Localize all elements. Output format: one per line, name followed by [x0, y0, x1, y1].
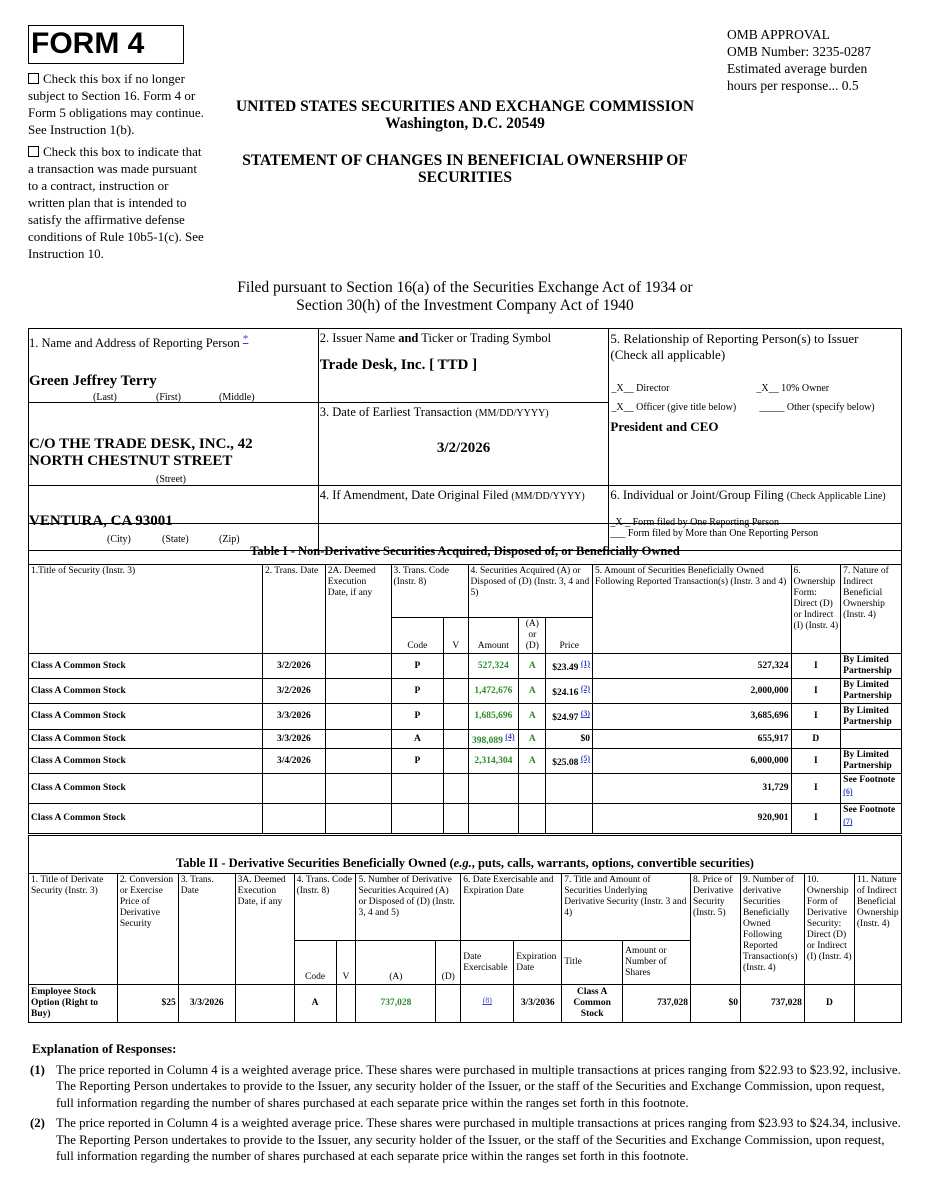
- price-text: $0: [580, 733, 591, 744]
- ownership-form-text: D: [812, 733, 820, 744]
- header-title: 1.Title of Security (Instr. 3): [29, 565, 263, 654]
- trans-date: [262, 654, 325, 679]
- reporting-person-name: Green Jeffrey Terry: [29, 373, 157, 390]
- officer-option[interactable]: _X__ Officer (give title below): [611, 402, 737, 413]
- trans-code: [391, 774, 444, 804]
- ownership-form-text: I: [814, 755, 818, 766]
- earliest-date-value: 3/2/2026: [436, 440, 491, 457]
- nature-text: By Limited Partnership: [843, 750, 892, 772]
- relationship-cell: [609, 329, 902, 486]
- trans-date-text: 3/3/2026: [276, 733, 311, 744]
- amount: [468, 654, 519, 679]
- v-cell: [444, 749, 468, 774]
- amount-text: 2,314,304: [474, 755, 513, 766]
- trans-date: [262, 804, 325, 834]
- amount-owned: [593, 679, 792, 704]
- header-expiration: Expiration Date: [514, 941, 562, 985]
- header-securities-acquired: 4. Securities Acquired (A) or Disposed of (D) (Instr. 3, 4 and 5): [468, 565, 593, 618]
- a-or-d-text: A: [528, 685, 536, 696]
- sub-label: (Zip): [219, 534, 240, 546]
- omb-title: OMB APPROVAL: [727, 27, 830, 42]
- nature-text: By Limited Partnership: [843, 705, 892, 727]
- trans-date: [262, 749, 325, 774]
- price: [546, 730, 593, 749]
- security-title: [29, 804, 263, 834]
- nature: [841, 774, 902, 804]
- agency-heading: [210, 98, 720, 132]
- header-ownership-form: 10. Ownership Form of Derivative Security: Direct (D) or Indirect (I) (Instr. 4): [804, 874, 854, 985]
- trans-code-text: P: [414, 755, 421, 766]
- street-line: C/O THE TRADE DESK, INC., 42: [29, 436, 253, 453]
- table-row: [29, 654, 902, 679]
- deemed-date: [325, 730, 391, 749]
- security-title: [29, 774, 263, 804]
- deemed-date: [325, 804, 391, 834]
- agency-name: UNITED STATES SECURITIES AND EXCHANGE COMMISSION: [235, 98, 695, 115]
- table-row: [29, 704, 902, 730]
- a-or-d-text: A: [528, 660, 536, 671]
- ownership-form: [791, 730, 841, 749]
- footnote-number: (1): [30, 1062, 45, 1077]
- trans-code: [391, 654, 444, 679]
- amount-owned-text: 527,324: [757, 660, 789, 671]
- amount-text: 398,089: [472, 736, 503, 747]
- footnote-text: The price reported in Column 4 is a weighted average price. These shares were purchased in multiple transactions at prices ranging from $22.93 to $23.92, inclusive. The Reporting Person undertakes to provide to the Issuer, any security holder of the Issuer, or the staff of the Securities and Exchange Commission, upon request, full information regarding the number of shares purchased at each separate price within the ranges set forth in this footnote.: [56, 1062, 901, 1110]
- trans-date: [262, 730, 325, 749]
- expiration-date: 3/3/2036: [514, 985, 562, 1023]
- nature-cell: [854, 985, 901, 1023]
- checkbox[interactable]: [28, 146, 39, 157]
- table2-caption-box: [28, 835, 902, 873]
- ownership-form-text: I: [814, 660, 818, 671]
- footnote-item: [28, 1062, 902, 1112]
- header-exercisable: Date Exercisable: [461, 941, 514, 985]
- table-row: [29, 749, 902, 774]
- amount-owned-text: 2,000,000: [750, 685, 789, 696]
- security-title: [29, 749, 263, 774]
- checkbox[interactable]: [28, 73, 39, 84]
- amount-owned-text: 655,917: [757, 733, 789, 744]
- amount-owned-text: 6,000,000: [750, 755, 789, 766]
- filing-one-option[interactable]: _X _ Form filed by One Reporting Person: [610, 517, 779, 529]
- trans-code: A: [294, 985, 336, 1023]
- header-code: Code: [294, 941, 336, 985]
- sub-label: (Last): [93, 392, 117, 404]
- table-row: [29, 774, 902, 804]
- sub-label: (Street): [156, 474, 186, 486]
- amount: [468, 749, 519, 774]
- field-label: 4. If Amendment, Date Original Filed (MM/DD/YYYY): [319, 488, 585, 503]
- price-text: $24.16: [552, 688, 579, 699]
- footnote-number: (2): [30, 1116, 45, 1130]
- field-label: 2. Issuer Name and Ticker or Trading Symbol: [319, 331, 552, 345]
- footnote-link[interactable]: (4): [505, 732, 515, 741]
- other-option[interactable]: _____ Other (specify below): [759, 402, 875, 413]
- header-price: Price: [546, 618, 593, 654]
- omb-number: OMB Number: 3235-0287: [727, 44, 871, 59]
- price-text: $24.97: [552, 713, 579, 724]
- sub-label: (City): [107, 534, 131, 546]
- header-number-derivative: 5. Number of Derivative Securities Acquired (A) or Disposed of (D) (Instr. 3, 4 and 5): [356, 874, 461, 941]
- amount: [468, 774, 519, 804]
- ownership-form: [791, 774, 841, 804]
- footnote-link[interactable]: (3): [580, 709, 591, 719]
- trans-date-text: 3/2/2026: [276, 660, 311, 671]
- amount: [468, 679, 519, 704]
- amount-text: 527,324: [477, 660, 509, 671]
- nature: [841, 704, 902, 730]
- nature-text: By Limited Partnership: [843, 655, 892, 676]
- rule-10b5-checkbox-row[interactable]: [28, 143, 208, 262]
- nature: [841, 654, 902, 679]
- header-v: V: [336, 941, 356, 985]
- earliest-date-cell: [318, 403, 609, 486]
- header-a-or-d: (A) or (D): [519, 618, 546, 654]
- amount-owned: [593, 730, 792, 749]
- security-title: [29, 730, 263, 749]
- header-d: (D): [436, 941, 461, 985]
- trans-code-text: P: [414, 660, 421, 671]
- ownership-form: [791, 654, 841, 679]
- amount-owned-text: 31,729: [762, 783, 789, 794]
- header-deriv-owned: 9. Number of derivative Securities Beneficially Owned Following Reported Transaction(s) (Instr. 4): [740, 874, 804, 985]
- underlying-title: Class A Common Stock: [562, 985, 623, 1023]
- header-trans-code: 4. Trans. Code (Instr. 8): [294, 874, 356, 941]
- table1-caption: Table I - Non-Derivative Securities Acquired, Disposed of, or Beneficially Owned: [250, 544, 680, 558]
- security-title-text: Class A Common Stock: [31, 733, 126, 744]
- footnote-link[interactable]: (7): [843, 817, 853, 827]
- price: [546, 654, 593, 679]
- trans-code-text: P: [414, 711, 421, 721]
- price-text: $23.49: [552, 663, 579, 674]
- header-trans-date: 3. Trans. Date: [178, 874, 235, 985]
- disposed-amount: [436, 985, 461, 1023]
- deemed-date: [235, 985, 294, 1023]
- trans-code: [391, 704, 444, 730]
- deemed-date: [325, 774, 391, 804]
- asterisk-link[interactable]: *: [242, 333, 249, 345]
- v-cell: [444, 654, 468, 679]
- sub-label: (Middle): [219, 392, 255, 404]
- nature: [841, 749, 902, 774]
- header-deriv-title: 1. Title of Derivate Security (Instr. 3): [29, 874, 118, 985]
- header-deriv-price: 8. Price of Derivative Security (Instr. 5): [690, 874, 740, 985]
- amount-owned-text: 3,685,696: [750, 711, 789, 721]
- header-date-exercisable: 6. Date Exercisable and Expiration Date: [461, 874, 562, 941]
- street-address: [29, 436, 318, 470]
- trans-date-text: 3/2/2026: [276, 685, 311, 696]
- filing-more-option[interactable]: ___ Form filed by More than One Reporting Person: [610, 528, 819, 540]
- v-cell: [444, 774, 468, 804]
- v-cell: [444, 704, 468, 730]
- ownership-form: [791, 679, 841, 704]
- header-deemed-date: 3A. Deemed Execution Date, if any: [235, 874, 294, 985]
- city-state-zip: VENTURA, CA 93001: [29, 513, 173, 530]
- a-or-d: [519, 774, 546, 804]
- director-option[interactable]: _X__ Director: [611, 383, 670, 394]
- security-title-text: Class A Common Stock: [31, 783, 126, 794]
- header-amount: Amount: [468, 618, 519, 654]
- nature: [841, 804, 902, 834]
- field-label: 3. Date of Earliest Transaction (MM/DD/YYYY): [319, 405, 549, 420]
- deemed-date: [325, 679, 391, 704]
- omb-approval: [727, 26, 922, 94]
- table-row: [29, 730, 902, 749]
- reporting-person-cell: [29, 329, 319, 403]
- amount-owned-text: 920,901: [757, 813, 789, 824]
- header-ownership-form: 6. Ownership Form: Direct (D) or Indirect (I) (Instr. 4): [791, 565, 841, 654]
- v-cell: [336, 985, 356, 1023]
- nature-text: By Limited Partnership: [843, 680, 892, 701]
- security-title-text: Class A Common Stock: [31, 685, 126, 696]
- header-nature: 11. Nature of Indirect Beneficial Ownership (Instr. 4): [854, 874, 901, 985]
- field-label: 1. Name and Address of Reporting Person: [29, 336, 240, 351]
- underlying-amount: 737,028: [623, 985, 691, 1023]
- a-or-d: [519, 654, 546, 679]
- price: [546, 679, 593, 704]
- header-v: V: [444, 618, 468, 654]
- ownership-form-text: I: [814, 711, 818, 721]
- price-text: $25.08: [552, 758, 579, 769]
- statement-heading: [210, 152, 720, 186]
- filed-pursuant: [200, 279, 730, 315]
- security-title: [29, 679, 263, 704]
- owner-option[interactable]: _X__ 10% Owner: [756, 383, 830, 394]
- a-or-d-text: A: [528, 755, 536, 766]
- trans-code: [391, 679, 444, 704]
- a-or-d: [519, 749, 546, 774]
- deemed-date: [325, 749, 391, 774]
- amount: [468, 730, 519, 749]
- footnote-text: The price reported in Column 4 is a weighted average price. These shares were purchased in multiple transactions at prices ranging from $23.93 to $24.34, inclusive. The Reporting Person undertakes to provide to the Issuer, any security holder of the Issuer, or the staff of the Securities and Exchange Commission, upon request, full information regarding the number of shares purchased at each separate price within the ranges set forth in this footnote.: [56, 1116, 901, 1163]
- deriv-title: Employee Stock Option (Right to Buy): [29, 985, 118, 1023]
- v-cell: [444, 679, 468, 704]
- header-nature: 7. Nature of Indirect Beneficial Ownership (Instr. 4): [841, 565, 902, 654]
- street-line: NORTH CHESTNUT STREET: [29, 453, 233, 470]
- security-title: [29, 654, 263, 679]
- amount-owned: [593, 654, 792, 679]
- agency-city: Washington, D.C. 20549: [385, 115, 545, 132]
- header-deemed-date: 2A. Deemed Execution Date, if any: [325, 565, 391, 654]
- acquired-amount: 737,028: [356, 985, 436, 1023]
- trans-code-text: P: [414, 685, 421, 696]
- table-row: [29, 804, 902, 834]
- price: [546, 749, 593, 774]
- trans-code: [391, 730, 444, 749]
- a-or-d: [519, 679, 546, 704]
- table-row: [29, 985, 902, 1023]
- filed-line: Section 30(h) of the Investment Company Act of 1940: [296, 297, 634, 314]
- no-longer-subject-checkbox-row[interactable]: [28, 70, 208, 138]
- table-row: [29, 679, 902, 704]
- a-or-d: [519, 730, 546, 749]
- sub-label: (First): [156, 392, 181, 404]
- header-trans-code: 3. Trans. Code (Instr. 8): [391, 565, 468, 618]
- trans-code: [391, 749, 444, 774]
- a-or-d-text: A: [528, 733, 536, 744]
- issuer-cell: [318, 329, 609, 403]
- a-or-d-text: A: [528, 711, 536, 721]
- footnote-link[interactable]: (6): [843, 787, 853, 797]
- trans-code: [391, 804, 444, 834]
- amount-owned: [593, 749, 792, 774]
- footnote-link[interactable]: (8): [482, 996, 492, 1006]
- security-title: [29, 704, 263, 730]
- footnote-link[interactable]: (2): [580, 683, 591, 693]
- v-cell: [444, 804, 468, 834]
- statement-line: STATEMENT OF CHANGES IN BENEFICIAL OWNERSHIP OF: [242, 152, 688, 169]
- footnote-link[interactable]: (1): [580, 658, 591, 668]
- security-title-text: Class A Common Stock: [31, 813, 126, 824]
- header-trans-date: 2. Trans. Date: [262, 565, 325, 654]
- header-a: (A): [356, 941, 436, 985]
- checkbox-label: Check this box if no longer subject to Section 16. Form 4 or Form 5 obligations may continue. See Instruction 1(b).: [28, 71, 204, 137]
- a-or-d: [519, 704, 546, 730]
- checkbox-label: Check this box to indicate that a transaction was made pursuant to a contract, instruction or written plan that is intended to satisfy the affirmative defense conditions of Rule 10b5-1(c). See Instruction 10.: [28, 144, 204, 261]
- amount-owned: [593, 774, 792, 804]
- nature-text: See Footnote: [843, 775, 896, 786]
- table1: [28, 564, 902, 834]
- header-code: Code: [391, 618, 444, 654]
- ownership-form: D: [804, 985, 854, 1023]
- amount: [468, 804, 519, 834]
- a-or-d: [519, 804, 546, 834]
- conversion-price: $25: [117, 985, 178, 1023]
- ownership-form-text: I: [814, 783, 818, 794]
- trans-date: 3/3/2026: [178, 985, 235, 1023]
- reporting-info-table: [28, 328, 902, 551]
- header-underlying-amount: Amount or Number of Shares: [623, 941, 691, 985]
- sub-label: (State): [162, 534, 189, 546]
- header-conversion-price: 2. Conversion or Exercise Price of Derivative Security: [117, 874, 178, 985]
- price: [546, 804, 593, 834]
- deriv-price: $0: [690, 985, 740, 1023]
- ownership-form: [791, 704, 841, 730]
- header-underlying: 7. Title and Amount of Securities Underlying Derivative Security (Instr. 3 and 4): [562, 874, 691, 941]
- footnote-item: [28, 1115, 902, 1165]
- table2: [28, 873, 902, 1023]
- filed-line: Filed pursuant to Section 16(a) of the Securities Exchange Act of 1934 or: [237, 279, 693, 296]
- security-title-text: Class A Common Stock: [31, 660, 126, 671]
- trans-date-text: 3/4/2026: [276, 755, 311, 766]
- ownership-form-text: I: [814, 813, 818, 824]
- amount-owned: [593, 704, 792, 730]
- deemed-date: [325, 704, 391, 730]
- trans-date: [262, 679, 325, 704]
- field-label: 5. Relationship of Reporting Person(s) to Issuer (Check all applicable): [610, 331, 859, 362]
- amount-text: 1,685,696: [474, 711, 513, 721]
- omb-hours: hours per response... 0.5: [727, 78, 859, 93]
- security-title-text: Class A Common Stock: [31, 711, 126, 721]
- table1-caption-box: [28, 523, 902, 565]
- amount-owned: [593, 804, 792, 834]
- amount: [468, 704, 519, 730]
- trans-date: [262, 774, 325, 804]
- security-title-text: Class A Common Stock: [31, 755, 126, 766]
- ownership-form: [791, 749, 841, 774]
- nature: [841, 730, 902, 749]
- trans-date: [262, 704, 325, 730]
- deriv-owned: 737,028: [740, 985, 804, 1023]
- footnote-link[interactable]: (5): [580, 754, 591, 764]
- statement-line: SECURITIES: [418, 169, 512, 186]
- explanation-heading: Explanation of Responses:: [32, 1042, 177, 1056]
- price: [546, 704, 593, 730]
- header-underlying-title: Title: [562, 941, 623, 985]
- nature: [841, 679, 902, 704]
- trans-code-text: A: [413, 733, 421, 744]
- header-amount-owned: 5. Amount of Securities Beneficially Owned Following Reported Transaction(s) (Instr. 3 and 4): [593, 565, 792, 654]
- ownership-form: [791, 804, 841, 834]
- table2-caption: Table II - Derivative Securities Beneficially Owned (e.g., puts, calls, warrants, options, convertible securities): [176, 856, 754, 870]
- explanation-section: [28, 1041, 902, 1165]
- trans-date-text: 3/3/2026: [276, 711, 311, 721]
- amount-text: 1,472,676: [474, 685, 513, 696]
- field-label: 6. Individual or Joint/Group Filing (Check Applicable Line): [610, 488, 886, 503]
- v-cell: [444, 730, 468, 749]
- officer-title: President and CEO: [610, 419, 719, 434]
- price: [546, 774, 593, 804]
- issuer-name: Trade Desk, Inc. [ TTD ]: [319, 357, 478, 373]
- street-cell: [29, 403, 319, 486]
- omb-burden: Estimated average burden: [727, 61, 868, 76]
- form-title: FORM 4: [28, 25, 184, 64]
- ownership-form-text: I: [814, 685, 818, 696]
- deemed-date: [325, 654, 391, 679]
- nature-text: See Footnote: [843, 805, 896, 816]
